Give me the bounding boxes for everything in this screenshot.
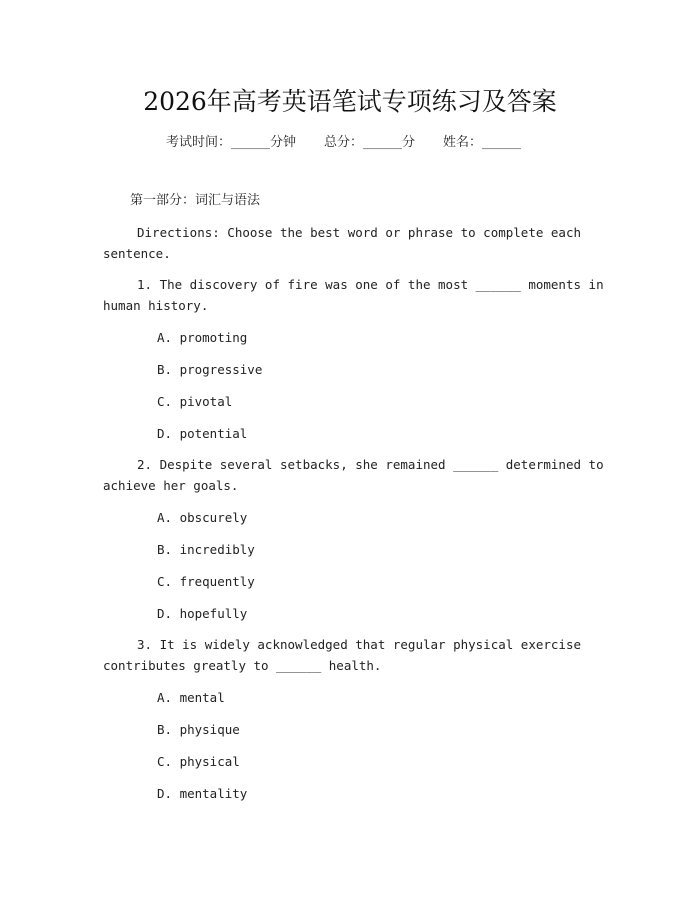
page-title: 2026年高考英语笔试专项练习及答案 [143, 87, 557, 116]
exam-info [166, 131, 521, 150]
question-3-option-a: A. mental [157, 690, 225, 705]
question-1-stem-line-1: 1. The discovery of fire was one of the most ______ moments in [137, 277, 604, 292]
name-field: 姓名：______ [443, 135, 522, 150]
question-1-option-c: C. pivotal [157, 394, 233, 409]
question-3-option-d: D. mentality [157, 786, 248, 801]
total-score-field: 总分：______分 [324, 135, 416, 150]
question-1-option-d: D. potential [157, 426, 248, 441]
question-2-option-d: D. hopefully [157, 606, 248, 621]
exam-time-field: 考试时间：______分钟 [166, 135, 297, 150]
question-1-stem-line-2: human history. [103, 298, 209, 313]
question-3-stem-line-1: 3. It is widely acknowledged that regular physical exercise [137, 637, 582, 652]
question-3-stem-line-2: contributes greatly to ______ health. [103, 658, 382, 673]
question-1-option-a: A. promoting [157, 330, 248, 345]
question-2-stem-line-2: achieve her goals. [103, 478, 239, 493]
directions-line-1: Directions: Choose the best word or phrase to complete each [137, 225, 582, 240]
question-2-option-c: C. frequently [157, 574, 255, 589]
question-2-option-a: A. obscurely [157, 510, 248, 525]
directions-line-2: sentence. [103, 246, 171, 261]
question-2-option-b: B. incredibly [157, 542, 255, 557]
question-2-stem-line-1: 2. Despite several setbacks, she remained ______ determined to [137, 457, 604, 472]
section-heading: 第一部分：词汇与语法 [130, 193, 261, 208]
question-1-option-b: B. progressive [157, 362, 263, 377]
question-3-option-c: C. physical [157, 754, 240, 769]
question-3-option-b: B. physique [157, 722, 240, 737]
